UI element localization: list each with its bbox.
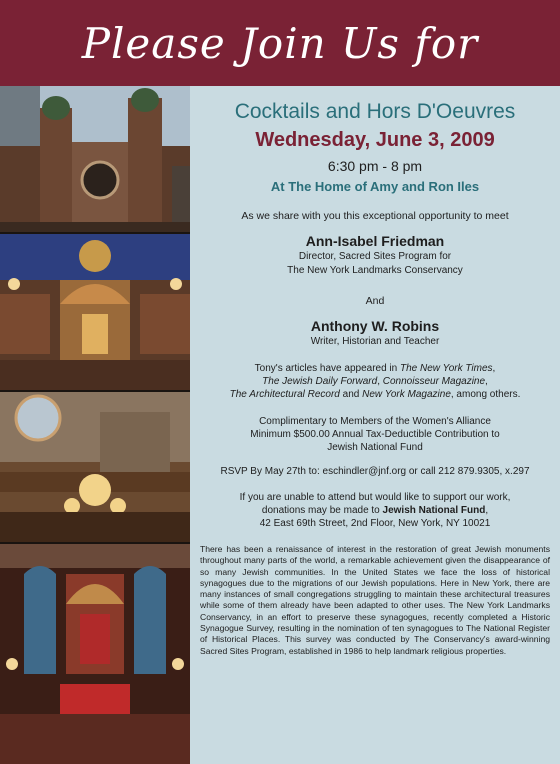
articles-suffix: , among others. bbox=[450, 389, 521, 400]
banner-title: Please Join Us for bbox=[81, 18, 479, 68]
speaker-2-title-line-1: Writer, Historian and Teacher bbox=[310, 336, 440, 347]
publication-forward: The Jewish Daily Forward bbox=[262, 376, 378, 387]
donation-org: Jewish National Fund bbox=[382, 505, 486, 516]
speaker-2-name: Anthony W. Robins bbox=[310, 318, 440, 334]
donation-paragraph bbox=[202, 491, 548, 530]
speaker-1-title-line-1: Director, Sacred Sites Program for bbox=[298, 251, 452, 262]
publication-nyt: The New York Times bbox=[400, 363, 493, 374]
articles-sep-2: , bbox=[377, 376, 380, 387]
publication-connoisseur: Connoisseur Magazine bbox=[382, 376, 486, 387]
invitation-content bbox=[190, 86, 560, 764]
event-headline: Cocktails and Hors D'Oeuvres bbox=[234, 100, 516, 123]
conservancy-body-text: There has been a renaissance of interest in the restoration of great Jewish monuments throughout many parts of the world, a remarkable achievement given the disappearance of so many Jewish communities. In the United States we face the loss of historical synagogues due to the migrations of our Jewish populations. Here in New York, there are many instances of small congregations struggling to maintain these architectural treasures while some of them already have been adapted to other uses. The New York Landmarks Conservancy, in an effort to preserve these synagogues, recently completed a Historic Synagogue Survey, resulting in the nomination of ten synagogues to The National Register of Historical Places. This survey was conducted by The Conservancy's award-winning Sacred Sites Program, established in 1986 to help landmark religious properties. bbox=[200, 544, 550, 656]
publication-architectural-record: The Architectural Record bbox=[229, 389, 340, 400]
event-time: 6:30 pm - 8 pm bbox=[327, 158, 423, 174]
donation-address: 42 East 69th Street, 2nd Floor, New York, NY 10021 bbox=[259, 518, 491, 529]
synagogue-exterior-photo bbox=[0, 86, 190, 232]
event-date: Wednesday, June 3, 2009 bbox=[255, 129, 495, 151]
articles-sep-3: , bbox=[485, 376, 488, 387]
and-separator: And bbox=[365, 295, 385, 307]
sanctuary-blue-ceiling-photo bbox=[0, 234, 190, 390]
articles-paragraph bbox=[202, 362, 548, 401]
donation-prefix: donations may be made to bbox=[261, 505, 380, 516]
speaker-1-name: Ann-Isabel Friedman bbox=[305, 233, 445, 249]
articles-sep-1: , bbox=[492, 363, 496, 374]
intro-text: As we share with you this exceptional opportunity to meet bbox=[241, 210, 509, 222]
rsvp-line: RSVP By May 27th to: eschindler@jnf.org or call 212 879.9305, x.297 bbox=[220, 466, 530, 477]
donation-line-1: If you are unable to attend but would like to support our work, bbox=[239, 492, 511, 503]
publication-ny-magazine: New York Magazine bbox=[362, 389, 451, 400]
complimentary-paragraph bbox=[202, 415, 548, 454]
event-venue: At The Home of Amy and Ron Iles bbox=[270, 179, 480, 194]
photo-column bbox=[0, 86, 190, 764]
sanctuary-rose-window-photo bbox=[0, 392, 190, 542]
ark-stained-glass-photo bbox=[0, 544, 190, 764]
header-banner bbox=[0, 0, 560, 86]
complimentary-line-1: Complimentary to Members of the Women's Alliance bbox=[259, 416, 491, 427]
complimentary-line-2: Minimum $500.00 Annual Tax-Deductible Contribution to bbox=[250, 429, 500, 440]
speaker-1-title-line-2: The New York Landmarks Conservancy bbox=[287, 265, 463, 276]
donation-line-2 bbox=[202, 504, 548, 517]
complimentary-line-3: Jewish National Fund bbox=[327, 442, 423, 453]
articles-prefix: Tony's articles have appeared in bbox=[254, 363, 398, 374]
articles-and: and bbox=[342, 389, 360, 400]
donation-suffix: , bbox=[485, 505, 489, 516]
